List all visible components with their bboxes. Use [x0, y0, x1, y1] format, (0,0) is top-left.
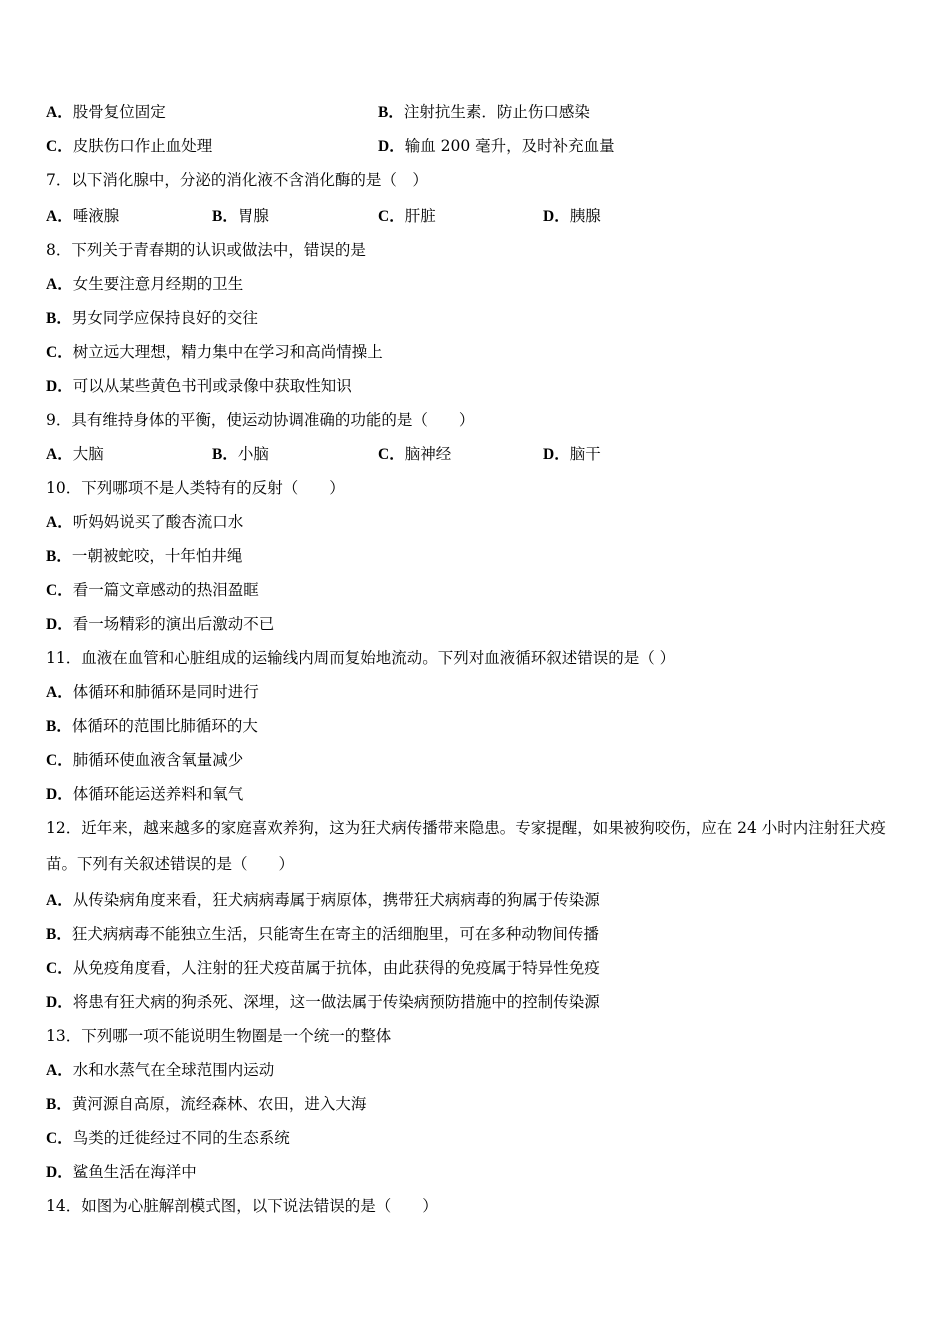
q12-option-a: A．从传染病角度来看，狂犬病病毒属于病原体，携带狂犬病病毒的狗属于传染源	[46, 891, 600, 909]
q10-option-d: D．看一场精彩的演出后激动不已	[46, 615, 275, 633]
q6-option-d: D．输血 200 毫升，及时补充血量	[378, 137, 615, 155]
q11-option-d: D．体循环能运送养料和氧气	[46, 785, 244, 803]
q13-stem: 13．下列哪一项不能说明生物圈是一个统一的整体	[46, 1027, 392, 1045]
q11-option-c: C．肺循环使血液含氧量减少	[46, 751, 244, 769]
q10-stem: 10．下列哪项不是人类特有的反射（ ）	[46, 479, 345, 497]
q6-option-c: C．皮肤伤口作止血处理	[46, 137, 213, 155]
q12-stem: 12．近年来，越来越多的家庭喜欢养狗，这为狂犬病传播带来隐患。专家提醒，如果被狗咬伤，应在 24 小时内注射狂犬疫苗。下列有关叙述错误的是（ ）	[46, 819, 886, 873]
q13-option-c: C．鸟类的迁徙经过不同的生态系统	[46, 1129, 290, 1147]
q13-option-b: B．黄河源自高原，流经森林、农田，进入大海	[46, 1095, 367, 1113]
q12-option-b: B．狂犬病病毒不能独立生活，只能寄生在寄主的活细胞里，可在多种动物间传播	[46, 925, 599, 943]
q12-option-c: C．从免疫角度看，人注射的狂犬疫苗属于抗体，由此获得的免疫属于特异性免疫	[46, 959, 600, 977]
q10-option-a: A．听妈妈说买了酸杏流口水	[46, 513, 244, 531]
q10-option-c: C．看一篇文章感动的热泪盈眶	[46, 581, 259, 599]
q6-options-row-1	[0, 102, 950, 122]
q11-stem: 11．血液在血管和心脏组成的运输线内周而复始地流动。下列对血液循环叙述错误的是（ ）	[46, 649, 676, 667]
q8-stem: 8．下列关于青春期的认识或做法中，错误的是	[46, 241, 366, 259]
q13-option-a: A．水和水蒸气在全球范围内运动	[46, 1061, 275, 1079]
q10-option-b: B．一朝被蛇咬，十年怕井绳	[46, 547, 243, 565]
q7-option-a: A．唾液腺	[46, 207, 120, 225]
q11-option-b: B．体循环的范围比肺循环的大	[46, 717, 258, 735]
q7-option-b: B．胃腺	[212, 207, 269, 225]
q9-stem: 9．具有维持身体的平衡，使运动协调准确的功能的是（ ）	[46, 411, 475, 429]
q6-option-b: B．注射抗生素．防止伤口感染	[378, 103, 590, 121]
q8-option-b: B．男女同学应保持良好的交往	[46, 309, 258, 327]
q7-option-d: D．胰腺	[543, 207, 601, 225]
q11-option-a: A．体循环和肺循环是同时进行	[46, 683, 259, 701]
q7-stem: 7．以下消化腺中，分泌的消化液不含消化酶的是（ ）	[46, 171, 428, 189]
q9-option-a: A．大脑	[46, 445, 104, 463]
q8-option-d: D．可以从某些黄色书刊或录像中获取性知识	[46, 377, 352, 395]
q9-option-d: D．脑干	[543, 445, 601, 463]
q13-option-d: D．鲨鱼生活在海洋中	[46, 1163, 197, 1181]
q6-option-a: A．股骨复位固定	[46, 103, 166, 121]
q7-option-c: C．肝脏	[378, 207, 436, 225]
q9-options	[0, 444, 950, 464]
q14-stem: 14．如图为心脏解剖模式图，以下说法错误的是（ ）	[46, 1197, 438, 1215]
q9-option-c: C．脑神经	[378, 445, 452, 463]
q7-options	[0, 206, 950, 226]
q8-option-c: C．树立远大理想，精力集中在学习和高尚情操上	[46, 343, 383, 361]
q9-option-b: B．小脑	[212, 445, 269, 463]
q12-option-d: D．将患有狂犬病的狗杀死、深埋，这一做法属于传染病预防措施中的控制传染源	[46, 993, 600, 1011]
q6-options-row-2	[0, 136, 950, 156]
q8-option-a: A．女生要注意月经期的卫生	[46, 275, 244, 293]
